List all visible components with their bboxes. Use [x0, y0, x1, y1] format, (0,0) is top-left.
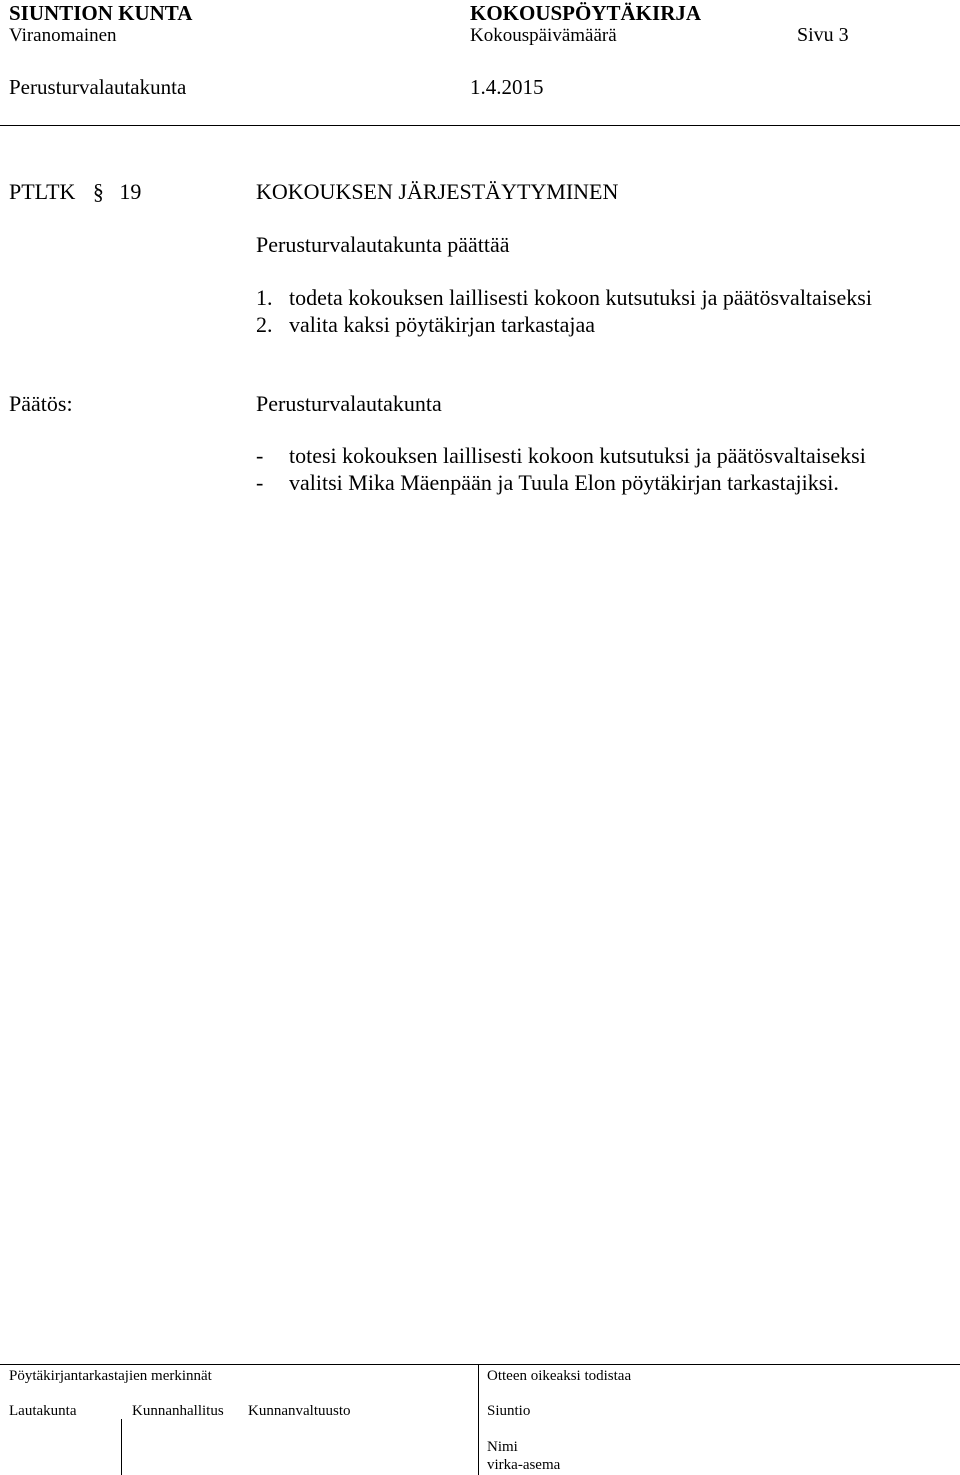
- footer-column-executive: Kunnanhallitus: [132, 1403, 224, 1419]
- decision-item-dash: -: [256, 470, 264, 495]
- meeting-date: 1.4.2015: [470, 75, 544, 99]
- header-divider: [0, 125, 960, 126]
- meeting-date-label: Kokouspäivämäärä: [470, 25, 617, 46]
- section-sign: §: [92, 179, 104, 204]
- proposal-intro: Perusturvalautakunta päättää: [256, 232, 510, 257]
- footer-position-label: virka-asema: [487, 1457, 561, 1473]
- municipality-name: SIUNTION KUNTA: [9, 1, 193, 25]
- section-prefix: PTLTK: [9, 179, 76, 204]
- decision-label: Päätös:: [9, 391, 73, 416]
- decision-item: [256, 443, 866, 469]
- proposal-item-number: 1.: [256, 285, 273, 310]
- footer-signature-divider: [121, 1419, 122, 1475]
- footer-divider: [0, 1364, 960, 1365]
- decision-item: [256, 470, 839, 496]
- decision-body: Perusturvalautakunta: [256, 391, 442, 416]
- authority-label: Viranomainen: [9, 25, 117, 46]
- footer-column-board: Lautakunta: [9, 1403, 77, 1419]
- document-type: KOKOUSPÖYTÄKIRJA: [470, 1, 702, 25]
- proposal-item: [256, 312, 595, 338]
- copy-certification-label: Otteen oikeaksi todistaa: [487, 1368, 632, 1384]
- section-title: KOKOUKSEN JÄRJESTÄYTYMINEN: [256, 179, 619, 204]
- proposal-item: [256, 285, 872, 311]
- section-number: 19: [119, 179, 142, 204]
- footer-column-divider: [478, 1364, 479, 1475]
- proposal-item-text: valita kaksi pöytäkirjan tarkastajaa: [289, 312, 596, 337]
- footer-column-council: Kunnanvaltuusto: [248, 1403, 351, 1419]
- decision-item-text: valitsi Mika Mäenpään ja Tuula Elon pöytäkirjan tarkastajiksi.: [289, 470, 839, 495]
- footer-place: Siuntio: [487, 1403, 531, 1419]
- inspectors-label: Pöytäkirjantarkastajien merkinnät: [9, 1368, 212, 1384]
- proposal-item-text: todeta kokouksen laillisesti kokoon kutsutuksi ja päätösvaltaiseksi: [289, 285, 872, 310]
- proposal-item-number: 2.: [256, 312, 273, 337]
- decision-item-dash: -: [256, 443, 264, 468]
- page-number: Sivu 3: [797, 24, 849, 46]
- authority-name: Perusturvalautakunta: [9, 75, 187, 99]
- decision-item-text: totesi kokouksen laillisesti kokoon kutsutuksi ja päätösvaltaiseksi: [289, 443, 866, 468]
- footer-name-label: Nimi: [487, 1439, 518, 1455]
- section-id: [9, 179, 141, 205]
